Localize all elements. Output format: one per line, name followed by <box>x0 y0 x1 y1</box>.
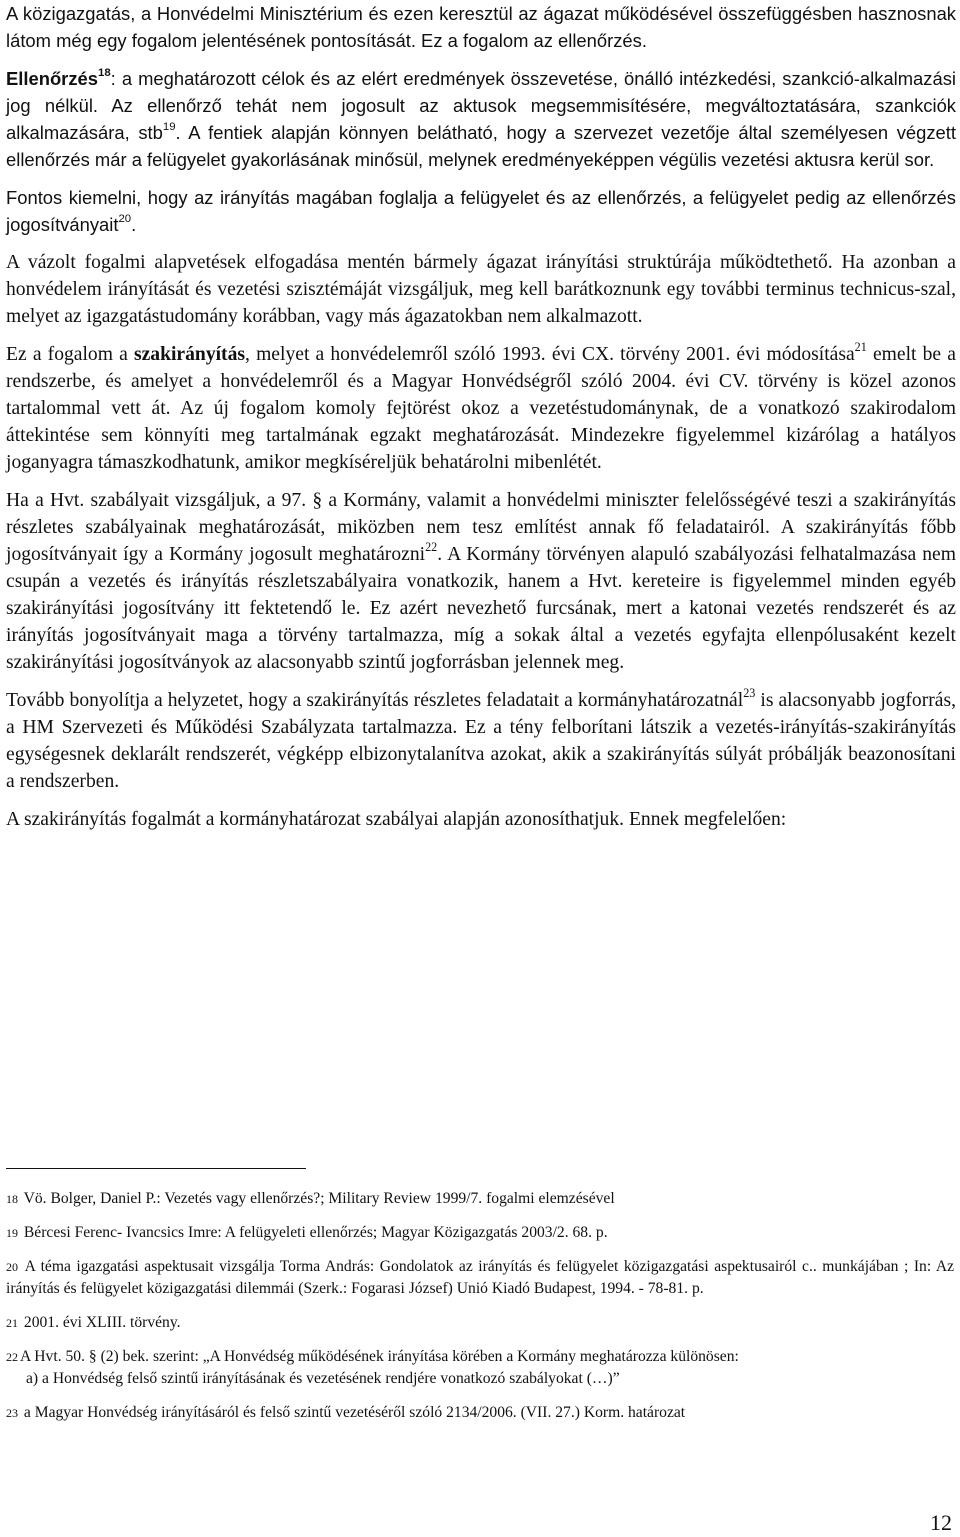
paragraph-3-end: . <box>131 214 137 235</box>
footnote-number: 22 <box>6 1350 18 1364</box>
footnote-text: a Magyar Honvédség irányításáról és felső szintű vezetéséről szóló 2134/2006. (VII. 27.) Korm. határozat <box>23 1404 686 1421</box>
footnote-text: Bércesi Ferenc- Ivancsics Imre: A felügyeleti ellenőrzés; Magyar Közigazgatás 2003/2. 68. p. <box>23 1224 608 1241</box>
paragraph-8: A szakirányítás fogalmát a kormányhatározat szabályai alapján azonosíthatjuk. Ennek megfelelően: <box>6 809 787 830</box>
footnote-21 <box>6 1312 954 1334</box>
paragraph-6-text-a: Ha a Hvt. szabályait vizsgáljuk, a 97. § a Kormány, valamit a honvédelmi miniszter felelősségévé teszi a szakirányítás részletes szabályainak meghatározását, miközben nem tesz említést annak fő feladatairól. A szakirányítás főbb jogosítványait így a Kormány jogosult meghatározni <box>6 490 956 565</box>
footnote-number: 23 <box>6 1406 18 1420</box>
term-szakiranyitas: szakirányítás <box>133 344 246 365</box>
footnote-separator <box>6 1168 306 1169</box>
footnote-22-continuation: a) a Honvédség felső szintű irányításának és vezetésének rendjére vonatkozó szabályokat (…)” <box>26 1370 620 1387</box>
paragraph-6 <box>6 487 956 676</box>
footnote-ref-21[interactable]: 21 <box>854 339 867 354</box>
footnote-18 <box>6 1188 954 1210</box>
footnote-ref-18[interactable]: 18 <box>98 67 111 80</box>
document-body <box>6 0 956 844</box>
paragraph-3-text: Fontos kiemelni, hogy az irányítás magában foglalja a felügyelet és az ellenőrzés, a felügyelet pedig az ellenőrzés jogosítványait <box>6 187 956 235</box>
paragraph-4: A vázolt fogalmi alapvetések elfogadása mentén bármely ágazat irányítási struktúrája működtethető. Ha azonban a honvédelem irányítását és vezetési szisztémáját vizsgáljuk, meg kell barátkoznunk egy további terminus technicus-szal, melyet az igazgatástudomány korábban, vagy más ágazatokban nem alkalmazott. <box>6 252 956 327</box>
paragraph-2 <box>6 65 956 173</box>
footnote-19 <box>6 1222 954 1244</box>
footnote-23 <box>6 1402 954 1424</box>
paragraph-3 <box>6 184 956 238</box>
footnote-ref-22[interactable]: 22 <box>425 539 438 554</box>
paragraph-2-text-1: : a meghatározott célok és az elért eredmények összevetése, önálló intézkedési, szankció-alkalmazási jog nélkül. Az ellenőrző tehát nem jogosult az aktusok megsemmisítésére, megváltoztatására, szankciók alkalmazására, stb <box>6 68 956 143</box>
footnote-text: Vö. Bolger, Daniel P.: Vezetés vagy ellenőrzés?; Military Review 1999/7. fogalmi elemzésével <box>23 1190 615 1207</box>
footnote-ref-23[interactable]: 23 <box>743 685 756 700</box>
paragraph-2-text-2: . A fentiek alapján könnyen belátható, hogy a szervezet vezetője által személyesen végzett ellenőrzés már a felügyelet gyakorlásának minősül, melynek eredményeképpen végülis vezetési aktusra kerül sor. <box>6 122 956 170</box>
paragraph-5-text-c: emelt be a rendszerbe, és amelyet a honvédelemről és a Magyar Honvédségről szóló 2004. évi CV. törvény is közel azonos tartalommal vett át. Az új fogalom komoly fejtörést okoz a vezetéstudománynak, de a vonatkozó szakirodalom áttekintése sem könnyíti meg tartalmának egzakt meghatározását. Mindezekre figyelemmel kizárólag a hatályos joganyagra támaszkodhatunk, amikor megkíséreljük behatárolni mibenlétét. <box>6 344 956 473</box>
paragraph-6-text-b: . A Kormány törvényen alapuló szabályozási felhatalmazása nem csupán a vezetés és irányítás részletszabályaira vonatkozik, hanem a Hvt. kereteire is figyelemmel minden egyéb szakirányítási jogosítvány itt fektetendő le. Ez azért nevezhető furcsának, mert a katonai vezetés rendszerét és az irányítás jogosítványait maga a törvény tartalmazza, míg a sokak által a vezetés egyfajta ellenpólusaként kezelt szakirányítási jogosítványok az alacsonyabb szintű jogforrásban jelennek meg. <box>6 544 956 673</box>
paragraph-7-text-a: Tovább bonyolítja a helyzetet, hogy a szakirányítás részletes feladatait a kormányhatározatnál <box>6 690 744 711</box>
footnote-number: 18 <box>6 1192 18 1206</box>
paragraph-5 <box>6 341 956 476</box>
footnote-22 <box>6 1346 954 1390</box>
footnotes <box>6 1188 954 1436</box>
paragraph-7-text-b: is alacsonyabb jogforrás, a HM Szervezeti és Működési Szabályzata tartalmazza. Ez a tény felborítani látszik a vezetés-irányítás-szakirányítás egységesnek deklarált rendszerét, végképp elbizonytalanítva azokat, akik a szakirányítás súlyát próbálják beazonosítani a rendszerben. <box>6 690 956 792</box>
footnote-text: A téma igazgatási aspektusait vizsgálja Torma András: Gondolatok az irányítás és felügyelet közigazgatási aspektusairól c.. munkájában ; In: Az irányítás és felügyelet közigazgatási dilemmái (Szerk.: Fogarasi József) Unió Kiadó Budapest, 1994. - 78-81. p. <box>6 1258 954 1297</box>
footnote-20 <box>6 1256 954 1300</box>
footnote-text: A Hvt. 50. § (2) bek. szerint: „A Honvédség működésének irányítása körében a Kormány meghatározza különösen: <box>20 1348 739 1365</box>
term-ellenorzes: Ellenőrzés <box>6 68 98 89</box>
footnote-ref-19[interactable]: 19 <box>162 121 176 134</box>
footnote-text: 2001. évi XLIII. törvény. <box>23 1314 181 1331</box>
footnote-number: 21 <box>6 1316 18 1330</box>
footnote-number: 19 <box>6 1226 18 1240</box>
footnote-number: 20 <box>6 1260 18 1274</box>
paragraph-5-text-a: Ez a fogalom a <box>6 344 134 365</box>
footnote-ref-20[interactable]: 20 <box>118 213 132 226</box>
paragraph-5-text-b: , melyet a honvédelemről szóló 1993. évi CX. törvény 2001. évi módosítása <box>245 344 855 365</box>
page-number: 12 <box>930 1510 952 1535</box>
paragraph-7 <box>6 687 956 795</box>
paragraph-1: A közigazgatás, a Honvédelmi Minisztérium és ezen keresztül az ágazat működésével összefüggésben hasznosnak látom még egy fogalom jelentésének pontosítását. Ez a fogalom az ellenőrzés. <box>6 3 956 51</box>
